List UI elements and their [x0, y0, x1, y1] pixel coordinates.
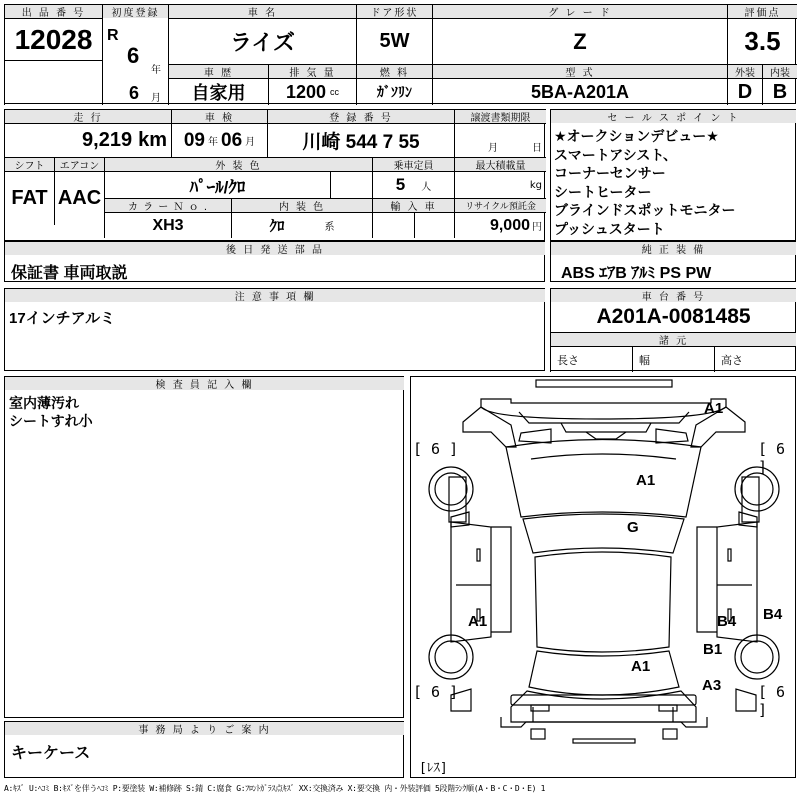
reg-no: 川崎 544 7 55	[267, 123, 454, 157]
shift-label: シフト	[4, 157, 54, 171]
model-label: 型 式	[432, 64, 727, 78]
inspector-line: 室内薄汚れ	[9, 396, 79, 412]
genuine-label: 純 正 装 備	[550, 241, 796, 255]
genuine-block	[550, 241, 796, 282]
car-name-label: 車 名	[168, 4, 356, 18]
lot-number: 12028	[4, 18, 102, 60]
tire-depth: [ 6 ]	[758, 440, 786, 476]
office-label: 事 務 局 よ り ご 案 内	[4, 721, 404, 735]
inspector-block	[4, 376, 404, 718]
chassis-number: A201A-0081485	[550, 302, 796, 332]
damage-mark: A1	[704, 400, 724, 417]
ext-color-label: 外 装 色	[104, 157, 372, 171]
ac: AAC	[54, 171, 104, 225]
damage-mark: A1	[631, 658, 651, 675]
selling-point: シートヒーター	[554, 184, 652, 201]
later-parts-block	[4, 241, 545, 282]
transfer-day: 日	[532, 143, 542, 154]
displacement: 1200	[285, 81, 327, 102]
inspector-label: 検 査 員 記 入 欄	[4, 376, 404, 390]
spec-length: 長さ	[557, 353, 579, 367]
reg-no-label: 登 録 番 号	[267, 109, 454, 123]
selling-point: スマートアシスト、	[554, 147, 678, 164]
transfer-label: 譲渡書類期限	[454, 109, 546, 123]
damage-mark: B1	[703, 641, 723, 658]
specs-label: 諸 元	[550, 332, 796, 346]
capacity: 5	[395, 175, 406, 194]
ext-score: D	[727, 78, 762, 105]
recycle: 9,000	[489, 216, 530, 234]
notes-text: 17インチアルミ	[9, 310, 116, 327]
grade-label: グ レ ー ド	[432, 4, 727, 18]
office-text: キーケース	[11, 745, 91, 762]
int-color: ｸﾛ	[269, 218, 285, 235]
chassis-block	[550, 288, 796, 371]
insp-year: 09	[183, 129, 205, 151]
notes-block	[4, 288, 545, 371]
insp-year-unit: 年	[208, 137, 218, 148]
header-block	[4, 4, 796, 104]
ac-label: エアコン	[54, 157, 104, 171]
later-parts-label: 後 日 発 送 部 品	[4, 241, 545, 255]
damage-legend: A:ｷｽﾞ U:ﾍｺﾐ B:ｷｽﾞを伴うﾍｺﾐ P:要塗装 W:補修跡 S:錆 C:腐食 G:ﾌﾛﾝﾄｶﾞﾗｽ点ｷｽﾞ XX:交換済み X:要交換 内・外装評価 5段階ﾗﾝｸ順(A・B・C・D・E) 1	[4, 784, 546, 793]
tire-depth: [ 6 ]	[413, 683, 459, 701]
int-color-unit: 系	[324, 222, 335, 233]
capacity-unit: 人	[421, 181, 432, 193]
damage-mark: B4	[763, 606, 783, 623]
year-unit: 年	[151, 65, 161, 76]
history-label: 車 歴	[168, 64, 268, 78]
selling-points-block	[550, 109, 796, 241]
recycle-label: リサイクル預託金	[454, 198, 546, 212]
history: 自家用	[168, 78, 268, 105]
import-label: 輸 入 車	[372, 198, 454, 212]
month-unit: 月	[151, 93, 161, 104]
car-name: ライズ	[168, 18, 356, 64]
car-diagram	[410, 376, 796, 778]
score: 3.5	[727, 18, 797, 64]
damage-mark: G	[627, 519, 639, 536]
selling-points-label: セ ー ル ス ポ イ ン ト	[550, 109, 796, 123]
selling-point: ブラインドスポットモニター	[554, 203, 736, 220]
damage-mark: B4	[717, 613, 737, 630]
fuel-label: 燃 料	[356, 64, 432, 78]
notes-label: 注 意 事 項 欄	[4, 288, 545, 302]
displacement-label: 排 気 量	[268, 64, 356, 78]
ext-color: ﾊﾟｰﾙ/ｸﾛ	[104, 171, 330, 198]
tire-depth: [ 6 ]	[758, 683, 786, 719]
fuel: ｶﾞｿﾘﾝ	[356, 78, 432, 105]
damage-mark: A1	[468, 613, 488, 630]
selling-point: コーナーセンサー	[554, 166, 666, 183]
insp-month-unit: 月	[245, 137, 256, 148]
spare-tire: [ﾚｽ]	[419, 761, 448, 776]
score-label: 評価点	[727, 4, 797, 18]
displacement-unit: cc	[330, 87, 340, 97]
lot-label: 出 品 番 号	[4, 4, 102, 18]
color-no-label: カ ラ ー Ｎ ｏ .	[104, 198, 231, 212]
shift: FAT	[4, 171, 54, 225]
int-color-label: 内 装 色	[231, 198, 372, 212]
tire-depth: [ 6 ]	[413, 440, 459, 458]
mileage: 9,219	[82, 129, 133, 151]
recycle-unit: 円	[532, 222, 542, 233]
chassis-label: 車 台 番 号	[550, 288, 796, 302]
insp-month: 06	[221, 129, 243, 151]
door-label: ドア形状	[356, 4, 432, 18]
inspector-notes	[9, 395, 93, 431]
damage-mark: A3	[702, 677, 722, 694]
first-reg-label: 初度登録	[102, 4, 168, 18]
office-block	[4, 721, 404, 778]
selling-point: ★オークションデビュー★	[554, 129, 719, 145]
transfer-month: 月	[488, 143, 498, 154]
reg-month: 6	[129, 83, 140, 103]
reg-year: 6	[127, 43, 140, 68]
load-unit: kg	[529, 179, 542, 191]
door-type: 5W	[356, 18, 432, 64]
damage-mark: A1	[636, 472, 656, 489]
spec-width: 幅	[639, 353, 650, 367]
grade: Z	[432, 18, 727, 64]
details-block	[4, 109, 545, 241]
selling-point: プッシュスタート	[554, 221, 665, 238]
car-outline	[411, 377, 797, 779]
int-score: B	[762, 78, 797, 105]
ext-label: 外装	[727, 64, 762, 78]
inspection-label: 車 検	[171, 109, 267, 123]
model: 5BA-A201A	[432, 78, 727, 105]
inspector-line: シートすれ小	[9, 414, 93, 430]
genuine-text: ABS ｴｱB ｱﾙﾐ PS PW	[561, 265, 712, 282]
capacity-label: 乗車定員	[372, 157, 454, 171]
color-no: XH3	[104, 212, 231, 238]
selling-points-list	[554, 128, 735, 240]
mileage-label: 走 行	[4, 109, 171, 123]
era: R	[107, 27, 119, 44]
int-label: 内装	[762, 64, 797, 78]
later-parts-text: 保証書 車両取説	[11, 265, 128, 282]
load-label: 最大積載量	[454, 157, 546, 171]
mileage-unit: km	[138, 129, 167, 151]
spec-height: 高さ	[721, 353, 743, 367]
